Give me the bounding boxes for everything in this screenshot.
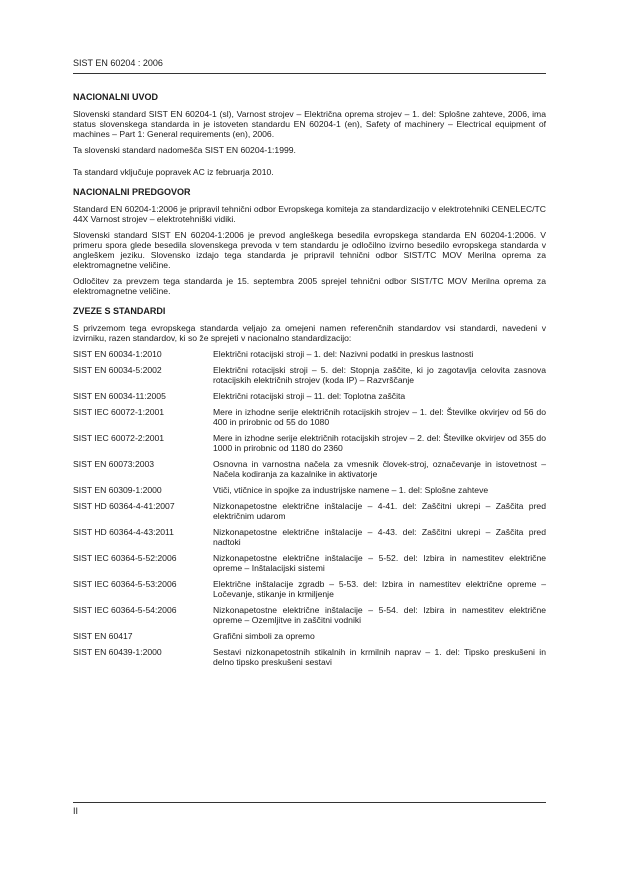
page-number: II bbox=[73, 806, 79, 816]
standard-title: Mere in izhodne serije električnih rotacijskih strojev – 1. del: Številke okvirjev od 56 do 400 in prirobnic od 55 do 1080 bbox=[213, 407, 546, 427]
table-row bbox=[73, 349, 546, 365]
standard-title: Električne inštalacije zgradb – 5-53. del: Izbira in namestitev električne opreme – Ločevanje, stikanje in krmiljenje bbox=[213, 579, 546, 599]
table-row bbox=[73, 391, 546, 407]
page-footer bbox=[73, 806, 78, 816]
standard-code: SIST EN 60309-1:2000 bbox=[73, 485, 162, 495]
document-id: SIST EN 60204 : 2006 bbox=[73, 58, 163, 68]
table-row bbox=[73, 631, 546, 647]
standard-code: SIST IEC 60364-5-52:2006 bbox=[73, 553, 177, 563]
table-row bbox=[73, 553, 546, 579]
paragraph: Odločitev za prevzem tega standarda je 15. septembra 2005 sprejel tehnični odbor SIST/TC MOV Merilna oprema za elektromagnetne veličine. bbox=[73, 276, 546, 296]
table-row bbox=[73, 407, 546, 433]
standard-title: Nizkonapetostne električne inštalacije – 4-43. del: Zaščitni ukrepi – Zaščita pred nadtoki bbox=[213, 527, 546, 547]
standard-title: Nizkonapetostne električne inštalacije – 5-52. del: Izbira in namestitev električne opreme – Inštalacijski sistemi bbox=[213, 553, 546, 573]
standard-title: Električni rotacijski stroji – 1. del: Nazivni podatki in preskus lastnosti bbox=[213, 349, 474, 359]
standards-reference-table bbox=[73, 349, 546, 673]
standard-code: SIST EN 60439-1:2000 bbox=[73, 647, 162, 657]
section-nacionalni-uvod bbox=[73, 92, 546, 177]
standard-code: SIST EN 60034-11:2005 bbox=[73, 391, 166, 401]
standard-code: SIST IEC 60364-5-54:2006 bbox=[73, 605, 177, 615]
standard-title: Električni rotacijski stroji – 11. del: Toplotna zaščita bbox=[213, 391, 406, 401]
standard-code: SIST HD 60364-4-43:2011 bbox=[73, 527, 174, 537]
header-rule bbox=[73, 73, 546, 74]
table-row bbox=[73, 527, 546, 553]
standard-title: Nizkonapetostne električne inštalacije – 5-54. del: Izbira in namestitev električne opreme – Ozemljitve in zaščitni vodniki bbox=[213, 605, 546, 625]
standard-code: SIST IEC 60072-1:2001 bbox=[73, 407, 165, 417]
table-row bbox=[73, 647, 546, 673]
standard-code: SIST IEC 60364-5-53:2006 bbox=[73, 579, 177, 589]
standard-code: SIST IEC 60072-2:2001 bbox=[73, 433, 165, 443]
table-row bbox=[73, 433, 546, 459]
paragraph: Ta slovenski standard nadomešča SIST EN 60204-1:1999. bbox=[73, 145, 296, 155]
standard-title: Nizkonapetostne električne inštalacije – 4-41. del: Zaščitni ukrepi – Zaščita pred električnim udarom bbox=[213, 501, 546, 521]
section-heading: NACIONALNI UVOD bbox=[73, 92, 158, 102]
page-header bbox=[73, 58, 546, 68]
page-content bbox=[73, 92, 546, 673]
section-heading: ZVEZE S STANDARDI bbox=[73, 306, 166, 316]
table-row bbox=[73, 485, 546, 501]
standard-title: Sestavi nizkonapetostnih stikalnih in krmilnih naprav – 1. del: Tipsko preskušeni in delno tipsko preskušeni sestavi bbox=[213, 647, 546, 667]
standard-code: SIST EN 60073:2003 bbox=[73, 459, 155, 469]
table-row bbox=[73, 501, 546, 527]
table-row bbox=[73, 365, 546, 391]
standard-title: Električni rotacijski stroji – 5. del: Stopnja zaščite, ki jo zagotavlja celovita zasnova rotacijskih električnih strojev (koda IP) – Razvrščanje bbox=[213, 365, 546, 385]
standard-code: SIST EN 60034-1:2010 bbox=[73, 349, 162, 359]
standard-title: Grafični simboli za opremo bbox=[213, 631, 315, 641]
standard-code: SIST HD 60364-4-41:2007 bbox=[73, 501, 175, 511]
paragraph: S privzemom tega evropskega standarda veljajo za omejeni namen referenčnih standardov vsi standardi, navedeni v izvirniku, razen standardov, ki so že sprejeti v nacionalno standardizacijo: bbox=[73, 323, 546, 343]
footer-rule bbox=[73, 802, 546, 803]
standard-code: SIST EN 60034-5:2002 bbox=[73, 365, 162, 375]
paragraph: Slovenski standard SIST EN 60204-1:2006 je prevod angleškega besedila evropskega standarda EN 60204-1:2006. V primeru spora glede besedila slovenskega prevoda v tem standardu je odločilno izvirno besedilo evropskega standarda v angleškem jeziku. Slovensko izdajo tega standarda je pripravil tehnični odbor SIST/TC MOV Merilna oprema za elektromagnetne veličine. bbox=[73, 230, 546, 270]
paragraph: Slovenski standard SIST EN 60204-1 (sl), Varnost strojev – Električna oprema strojev – 1. del: Splošne zahteve, 2006, ima status slovenskega standarda in je istoveten standardu EN 60204-1 (en), Safety of machinery – Electrical equipment of machines – Part 1: General requirements (en), 2006. bbox=[73, 109, 546, 139]
standard-title: Vtiči, vtičnice in spojke za industrijske namene – 1. del: Splošne zahteve bbox=[213, 485, 489, 495]
table-row bbox=[73, 579, 546, 605]
table-row bbox=[73, 605, 546, 631]
paragraph: Standard EN 60204-1:2006 je pripravil tehnični odbor Evropskega komiteja za standardizacijo v elektrotehniki CENELEC/TC 44X Varnost strojev – elektrotehniški vidiki. bbox=[73, 204, 546, 224]
standard-title: Osnovna in varnostna načela za vmesnik človek-stroj, označevanje in istovetnost – Načela kodiranja za kazalnike in aktivatorje bbox=[213, 459, 546, 479]
section-nacionalni-predgovor bbox=[73, 187, 546, 296]
standard-title: Mere in izhodne serije električnih rotacijskih strojev – 2. del: Številke okvirjev od 355 do 1000 in prirobnic od 1180 do 2360 bbox=[213, 433, 546, 453]
standard-code: SIST EN 60417 bbox=[73, 631, 133, 641]
section-zveze-s-standardi bbox=[73, 306, 546, 673]
table-row bbox=[73, 459, 546, 485]
section-heading: NACIONALNI PREDGOVOR bbox=[73, 187, 191, 197]
paragraph: Ta standard vključuje popravek AC iz februarja 2010. bbox=[73, 167, 274, 177]
